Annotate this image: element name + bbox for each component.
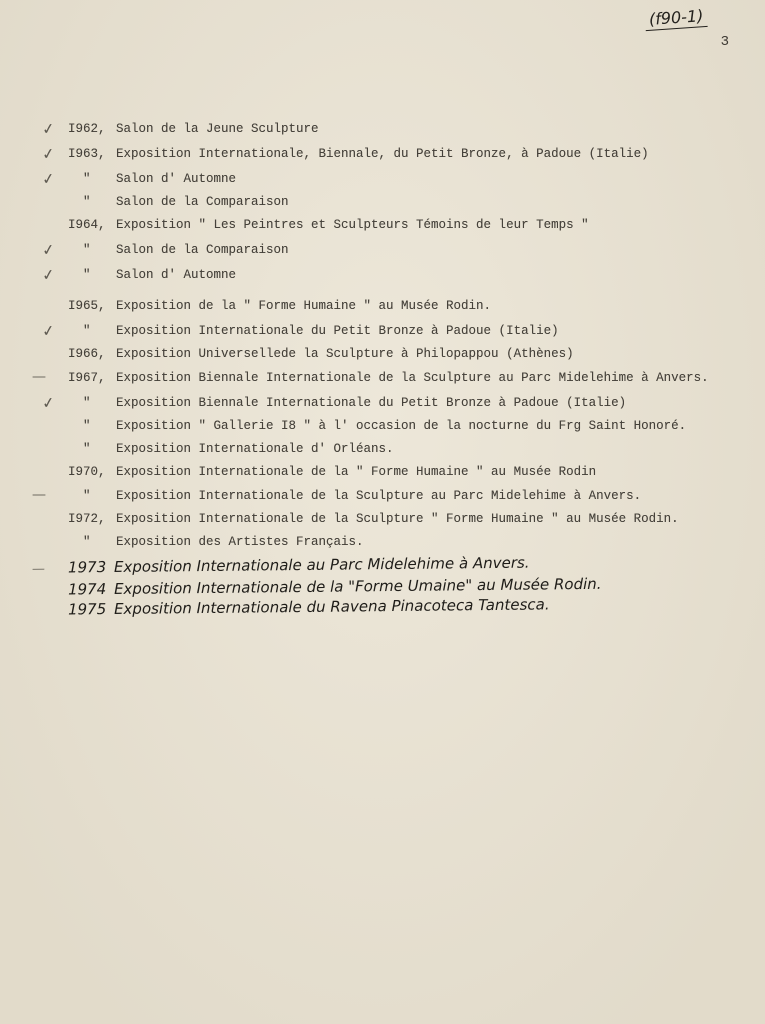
entry-text: Exposition Internationale de la Sculpture au Parc Midelehime à Anvers. [116, 489, 642, 503]
entry-year: 1975 [67, 600, 107, 619]
entry-year: I972, [68, 512, 106, 526]
entry-text: Exposition Internationale, Biennale, du Petit Bronze, à Padoue (Italie) [116, 147, 649, 161]
entry-year: " [68, 442, 91, 456]
entry-year: " [68, 324, 91, 338]
entry-year: I967, [68, 371, 106, 385]
entry-year: " [68, 268, 91, 282]
check-mark-icon: ✓ [40, 265, 56, 285]
list-item [42, 461, 751, 484]
list-item [42, 438, 751, 461]
entry-year: 1973 [67, 558, 107, 577]
entry-text: Exposition Internationale de la Sculpture " Forme Humaine " au Musée Rodin. [116, 512, 679, 526]
list-item [42, 262, 751, 287]
entry-text: Exposition Biennale Internationale du Petit Bronze à Padoue (Italie) [116, 396, 627, 410]
list-item [42, 343, 751, 366]
list-item [42, 295, 751, 318]
entry-year: " [68, 535, 91, 549]
check-mark-icon: ✓ [40, 144, 56, 164]
entry-year: I963, [68, 147, 106, 161]
check-mark-icon: ✓ [40, 393, 56, 413]
check-mark-icon: ✓ [40, 240, 56, 260]
list-item [42, 166, 751, 191]
page-number: 3 [720, 34, 729, 50]
dash-mark-icon: — [31, 561, 44, 577]
entry-year: 1974 [67, 580, 107, 599]
list-item [42, 390, 751, 415]
entry-year: I966, [68, 347, 106, 361]
entry-text: Salon de la Comparaison [116, 195, 289, 209]
list-item [42, 141, 751, 166]
entry-year: I964, [68, 218, 106, 232]
entry-text: Exposition des Artistes Français. [116, 535, 364, 549]
dash-mark-icon: — [32, 369, 44, 385]
list-item [32, 366, 751, 390]
entry-year: I965, [68, 299, 106, 313]
entry-text: Exposition Internationale du Ravena Pinacoteca Tantesca. [113, 595, 550, 618]
entry-year: " [68, 489, 91, 503]
entry-year: " [68, 243, 91, 257]
entry-text: Salon de la Jeune Sculpture [116, 122, 319, 136]
list-item [42, 214, 751, 237]
entry-text: Exposition de la " Forme Humaine " au Musée Rodin. [116, 299, 492, 313]
entry-text: Exposition Universellede la Sculpture à Philopappou (Athènes) [116, 347, 574, 361]
entry-text: Exposition Internationale du Petit Bronze à Padoue (Italie) [116, 324, 559, 338]
entry-year: I970, [68, 465, 106, 479]
list-item [42, 191, 751, 214]
entry-text: Exposition Internationale au Parc Midelehime à Anvers. [113, 553, 530, 576]
check-mark-icon: ✓ [40, 321, 56, 341]
list-item [42, 237, 751, 262]
check-mark-icon: ✓ [40, 119, 56, 139]
entry-text: Exposition Internationale de la " Forme Humaine " au Musée Rodin [116, 465, 597, 479]
list-item [42, 318, 751, 343]
entry-text: Exposition " Gallerie I8 " à l' occasion de la nocturne du Frg Saint Honoré. [116, 419, 687, 433]
entry-year: " [68, 419, 91, 433]
folio-annotation: (f90-1) [644, 6, 708, 31]
entry-text: Salon de la Comparaison [116, 243, 289, 257]
entry-text: Salon d' Automne [116, 172, 237, 186]
entry-text: Exposition " Les Peintres et Sculpteurs Témoins de leur Temps " [116, 218, 589, 232]
entry-year: " [68, 195, 91, 209]
list-item [42, 415, 751, 438]
entry-year: " [68, 172, 91, 186]
list-item [42, 116, 751, 141]
dash-mark-icon: — [32, 487, 44, 503]
entry-text: Exposition Internationale de la "Forme Umaine" au Musée Rodin. [113, 574, 602, 598]
list-item [42, 508, 751, 531]
entry-text: Salon d' Automne [116, 268, 237, 282]
entry-year: " [68, 396, 91, 410]
entry-year: I962, [68, 122, 106, 136]
list-item [32, 484, 751, 508]
entry-text: Exposition Internationale d' Orléans. [116, 442, 394, 456]
entry-text: Exposition Biennale Internationale de la Sculpture au Parc Midelehime à Anvers. [116, 371, 709, 385]
check-mark-icon: ✓ [40, 169, 56, 189]
exhibition-list [31, 116, 751, 619]
